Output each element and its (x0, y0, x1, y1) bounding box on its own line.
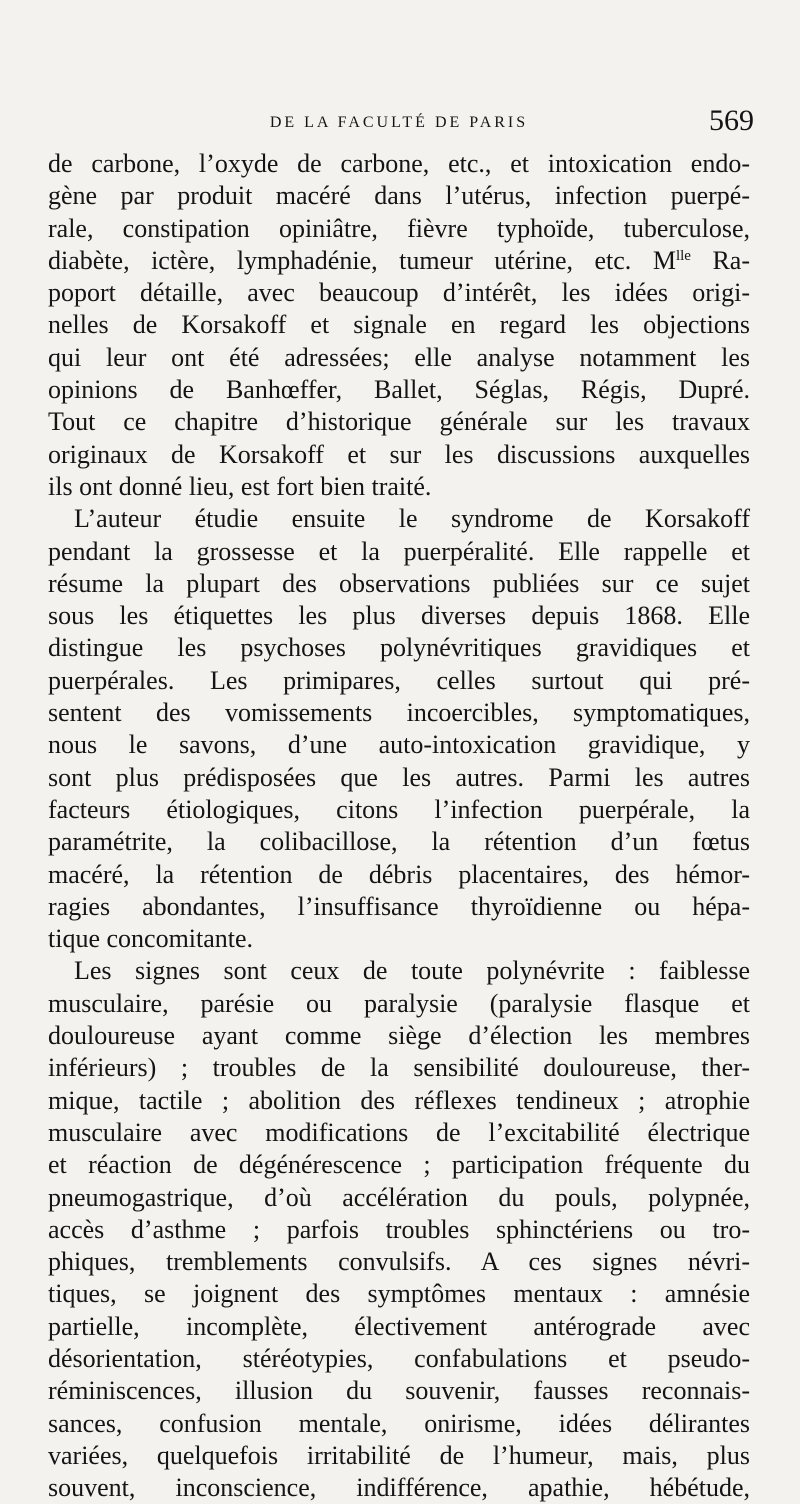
text-line (48, 1246, 750, 1278)
text-line (48, 1375, 750, 1407)
line-text-continued: Ra- (690, 245, 750, 275)
line-text: accès d’asthme ; parfois troubles sphinctériens ou tro- (48, 1214, 750, 1244)
line-text: paramétrite, la colibacillose, la rétention d’un fœtus (48, 827, 750, 857)
text-line (48, 794, 750, 826)
line-text: partielle, incomplète, électivement antérograde avec (48, 1311, 750, 1341)
line-text: et réaction de dégénérescence ; participation fréquente du (48, 1150, 750, 1180)
text-line (48, 697, 750, 729)
text-line (48, 600, 750, 632)
line-text: ragies abondantes, l’insuffisance thyroïdienne ou hépa- (48, 891, 750, 921)
text-line (48, 1440, 750, 1472)
line-text: nelles de Korsakoff et signale en regard les objections (48, 310, 750, 340)
line-text: musculaire avec modifications de l’excitabilité électrique (48, 1117, 750, 1147)
text-line (48, 1149, 750, 1181)
text-line (48, 213, 750, 245)
text-line (48, 1278, 750, 1310)
line-text: désorientation, stéréotypies, confabulations et pseudo- (48, 1343, 750, 1373)
line-text: pneumogastrique, d’où accélération du pouls, polypnée, (48, 1182, 750, 1212)
line-text: qui leur ont été adressées; elle analyse notamment les (48, 342, 750, 372)
line-text: sont plus prédisposées que les autres. Parmi les autres (48, 762, 750, 792)
line-text: résume la plupart des observations publiées sur ce sujet (48, 568, 750, 598)
text-line (48, 988, 750, 1020)
text-line (48, 374, 750, 406)
running-title: DE LA FACULTÉ DE PARIS (269, 114, 529, 131)
body-text (48, 148, 750, 1504)
text-line (48, 1214, 750, 1246)
line-text: L’auteur étudie ensuite le syndrome de Korsakoff (74, 504, 750, 534)
text-line (48, 342, 750, 374)
text-line (48, 1408, 750, 1440)
text-line (48, 148, 750, 180)
text-line (48, 1343, 750, 1375)
line-text: sous les étiquettes les plus diverses depuis 1868. Elle (48, 601, 750, 631)
line-text: douloureuse ayant comme siège d’élection les membres (48, 1021, 750, 1051)
line-text: souvent, inconscience, indifférence, apathie, hébétude, (48, 1473, 750, 1503)
text-line (48, 471, 750, 503)
text-line (48, 180, 750, 212)
text-line (48, 762, 750, 794)
text-line (48, 536, 750, 568)
line-text: musculaire, parésie ou paralysie (paralysie flasque et (48, 988, 750, 1018)
text-line (48, 665, 750, 697)
line-text: pendant la grossesse et la puerpéralité. Elle rappelle et (48, 536, 750, 566)
line-text: nous le savons, d’une auto-intoxication gravidique, y (48, 730, 750, 760)
line-text: sances, confusion mentale, onirisme, idées délirantes (48, 1408, 750, 1438)
text-line (48, 632, 750, 664)
text-line (48, 859, 750, 891)
line-text: opinions de Banhœffer, Ballet, Séglas, Régis, Dupré. (48, 375, 750, 405)
text-line (48, 277, 750, 309)
line-text: ils ont donné lieu, est fort bien traité. (48, 471, 432, 501)
line-text: originaux de Korsakoff et sur les discussions auxquelles (48, 439, 750, 469)
text-line (48, 1472, 750, 1504)
text-line (48, 955, 750, 987)
line-text: tique concomitante. (48, 924, 254, 954)
line-text: de carbone, l’oxyde de carbone, etc., et intoxication endo- (48, 149, 750, 178)
line-text: phiques, tremblements convulsifs. A ces signes névri- (48, 1247, 750, 1277)
text-line (48, 891, 750, 923)
text-line (48, 826, 750, 858)
text-line (48, 245, 750, 277)
text-line (48, 1085, 750, 1117)
line-text: puerpérales. Les primipares, celles surtout qui pré- (48, 665, 750, 695)
line-text: Les signes sont ceux de toute polynévrite : faiblesse (74, 956, 750, 986)
text-line (48, 1182, 750, 1214)
line-text: inférieurs) ; troubles de la sensibilité douloureuse, ther- (48, 1053, 750, 1083)
text-line (48, 568, 750, 600)
page-number: 569 (709, 104, 754, 137)
line-text: variées, quelquefois irritabilité de l’humeur, mais, plus (48, 1440, 750, 1470)
abbreviation-superscript: lle (675, 247, 691, 264)
line-text: diabète, ictère, lymphadénie, tumeur utérine, etc. M (48, 245, 676, 275)
text-line (48, 1311, 750, 1343)
line-text: rale, constipation opiniâtre, fièvre typhoïde, tuberculose, (48, 213, 750, 243)
text-line (48, 406, 750, 438)
text-line (48, 1052, 750, 1084)
line-text: macéré, la rétention de débris placentaires, des hémor- (48, 859, 750, 889)
text-line (48, 729, 750, 761)
text-line (48, 439, 750, 471)
line-text: mique, tactile ; abolition des réflexes tendineux ; atrophie (48, 1085, 750, 1115)
text-line (48, 1117, 750, 1149)
line-text: réminiscences, illusion du souvenir, fausses reconnais- (48, 1376, 750, 1406)
line-text: poport détaille, avec beaucoup d’intérêt, les idées origi- (48, 278, 750, 308)
text-line (48, 923, 750, 955)
running-head (48, 100, 754, 144)
text-line (48, 309, 750, 341)
text-line (48, 1020, 750, 1052)
line-text: sentent des vomissements incoercibles, symptomatiques, (48, 698, 750, 728)
line-text: Tout ce chapitre d’historique générale sur les travaux (48, 407, 750, 437)
line-text: facteurs étiologiques, citons l’infection puerpérale, la (48, 794, 750, 824)
line-text: distingue les psychoses polynévritiques gravidiques et (48, 633, 750, 663)
line-text: gène par produit macéré dans l’utérus, infection puerpé- (48, 181, 750, 211)
text-line (48, 503, 750, 535)
line-text: tiques, se joignent des symptômes mentaux : amnésie (48, 1279, 750, 1309)
